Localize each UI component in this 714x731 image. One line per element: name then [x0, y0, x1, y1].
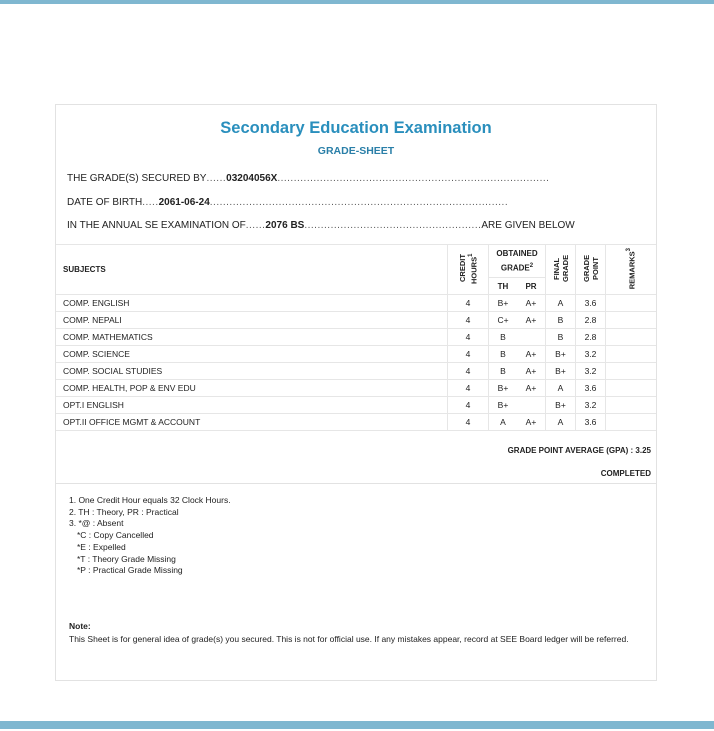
obtained-grade-header: OBTAINED GRADE$^2$: [489, 245, 546, 278]
subject-cell: OPT.I ENGLISH: [56, 397, 448, 414]
table-row: [56, 414, 656, 431]
pr-grade-cell: A+: [517, 363, 546, 380]
remarks-cell: [606, 363, 657, 380]
table-row: [56, 329, 656, 346]
credit-cell: 4: [448, 312, 489, 329]
grade-point-cell: 2.8: [576, 329, 606, 346]
subject-cell: COMP. SOCIAL STUDIES: [56, 363, 448, 380]
th-header: TH: [489, 278, 518, 295]
dob-line: DATE OF BIRTH.....2061-06-24...........................................................................................: [67, 197, 509, 208]
final-grade-cell: B+: [546, 363, 576, 380]
table-row: [56, 295, 656, 312]
grade-secured-line: THE GRADE(S) SECURED BY......03204056X...................................................................................: [67, 173, 550, 184]
note-heading: Note:: [69, 621, 91, 631]
remarks-cell: [606, 312, 657, 329]
th-grade-cell: C+: [489, 312, 518, 329]
pr-grade-cell: [517, 329, 546, 346]
symbol-number: 03204056X: [226, 173, 278, 184]
final-grade-cell: B+: [546, 397, 576, 414]
credit-cell: 4: [448, 346, 489, 363]
footnote-item: *P : Practical Grade Missing: [77, 565, 183, 576]
remarks-cell: [606, 329, 657, 346]
th-grade-cell: B: [489, 329, 518, 346]
pr-grade-cell: A+: [517, 346, 546, 363]
footnote-item: 3. *@ : Absent: [69, 518, 124, 529]
th-grade-cell: B: [489, 363, 518, 380]
divider: [56, 483, 656, 484]
grade-point-cell: 3.2: [576, 346, 606, 363]
pr-grade-cell: A+: [517, 414, 546, 431]
dob-value: 2061-06-24: [158, 197, 210, 208]
table-row: [56, 397, 656, 414]
pr-grade-cell: A+: [517, 312, 546, 329]
credit-cell: 4: [448, 295, 489, 312]
grade-point-cell: 2.8: [576, 312, 606, 329]
bottom-accent-bar: [0, 721, 714, 729]
grade-secured-label: THE GRADE(S) SECURED BY: [67, 173, 207, 184]
footnote-item: *C : Copy Cancelled: [77, 530, 154, 541]
subject-cell: OPT.II OFFICE MGMT & ACCOUNT: [56, 414, 448, 431]
table-row: [56, 363, 656, 380]
final-grade-header: FINAL GRADE: [546, 245, 576, 295]
th-grade-cell: B+: [489, 380, 518, 397]
final-grade-cell: B+: [546, 346, 576, 363]
subject-cell: COMP. SCIENCE: [56, 346, 448, 363]
remarks-cell: [606, 380, 657, 397]
footnotes: [69, 495, 231, 577]
credit-cell: 4: [448, 397, 489, 414]
footnote-item: *E : Expelled: [77, 541, 126, 552]
page-title: Secondary Education Examination: [220, 119, 492, 137]
page-subtitle: GRADE-SHEET: [317, 145, 395, 157]
grades-table: [56, 244, 656, 431]
remarks-cell: [606, 414, 657, 431]
credit-cell: 4: [448, 414, 489, 431]
final-grade-cell: A: [546, 295, 576, 312]
th-grade-cell: B+: [489, 397, 518, 414]
subject-cell: COMP. NEPALI: [56, 312, 448, 329]
pr-header: PR: [517, 278, 546, 295]
final-grade-cell: B: [546, 312, 576, 329]
subject-cell: COMP. HEALTH, POP & ENV EDU: [56, 380, 448, 397]
pr-grade-cell: A+: [517, 295, 546, 312]
th-grade-cell: A: [489, 414, 518, 431]
credit-cell: 4: [448, 363, 489, 380]
subjects-header: SUBJECTS: [56, 245, 448, 295]
exam-year: 2076 BS: [265, 220, 305, 231]
remarks-cell: [606, 295, 657, 312]
credit-hours-header: CREDIT HOURS$^1$: [448, 245, 489, 295]
final-grade-cell: A: [546, 414, 576, 431]
table-row: [56, 380, 656, 397]
final-grade-cell: B: [546, 329, 576, 346]
footnote-item: 1. One Credit Hour equals 32 Clock Hours.: [69, 495, 231, 505]
dob-label: DATE OF BIRTH: [67, 197, 143, 208]
remarks-cell: [606, 346, 657, 363]
footnote-item: *T : Theory Grade Missing: [77, 553, 176, 564]
top-accent-bar: [0, 0, 714, 4]
remarks-cell: [606, 397, 657, 414]
th-grade-cell: B+: [489, 295, 518, 312]
grade-point-cell: 3.2: [576, 363, 606, 380]
exam-suffix: ARE GIVEN BELOW: [481, 220, 575, 231]
grade-point-cell: 3.6: [576, 380, 606, 397]
grade-point-cell: 3.6: [576, 414, 606, 431]
exam-line: IN THE ANNUAL SE EXAMINATION OF......2076 BS......................................................ARE GIVEN BELOW: [67, 220, 575, 231]
grade-point-cell: 3.6: [576, 295, 606, 312]
pr-grade-cell: A+: [517, 380, 546, 397]
grade-sheet: [55, 104, 657, 681]
footnote-item: 2. TH : Theory, PR : Practical: [69, 506, 179, 517]
exam-label: IN THE ANNUAL SE EXAMINATION OF: [67, 220, 246, 231]
th-grade-cell: B: [489, 346, 518, 363]
credit-cell: 4: [448, 380, 489, 397]
status-completed: COMPLETED: [600, 469, 651, 478]
note-text: This Sheet is for general idea of grade(s) you secured. This is not for official use. If any mistakes appear, record at SEE Board ledger will be referred.: [69, 634, 629, 644]
gpa-value: GRADE POINT AVERAGE (GPA) : 3.25: [507, 446, 651, 455]
table-row: [56, 346, 656, 363]
remarks-header: REMARKS$^3$: [606, 245, 657, 295]
subject-cell: COMP. ENGLISH: [56, 295, 448, 312]
grade-point-header: GRADE POINT: [576, 245, 606, 295]
table-row: [56, 312, 656, 329]
credit-cell: 4: [448, 329, 489, 346]
final-grade-cell: A: [546, 380, 576, 397]
pr-grade-cell: [517, 397, 546, 414]
subject-cell: COMP. MATHEMATICS: [56, 329, 448, 346]
grade-point-cell: 3.2: [576, 397, 606, 414]
